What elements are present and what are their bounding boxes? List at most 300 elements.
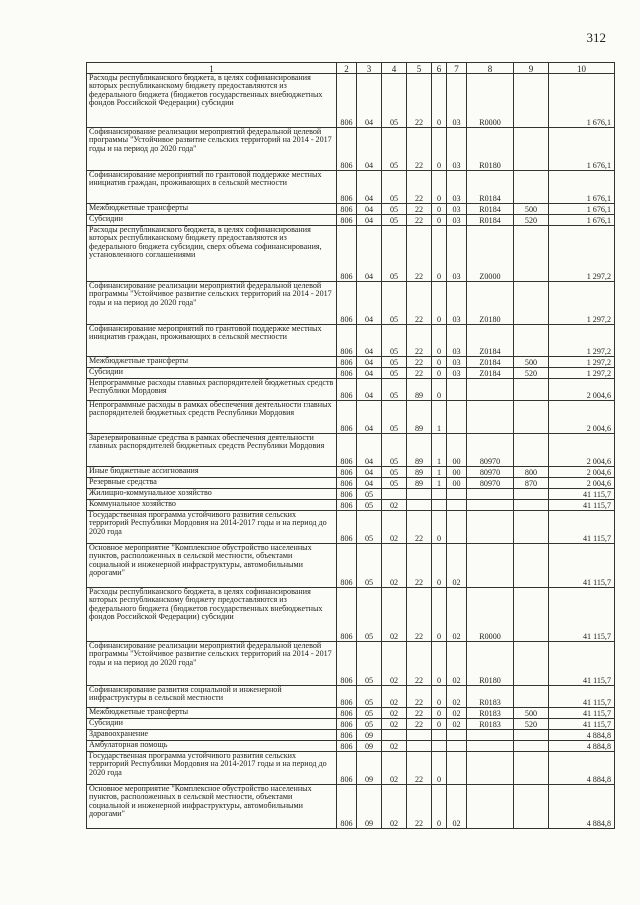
table-header-row bbox=[87, 63, 615, 74]
section-code-cell: 04 bbox=[357, 434, 382, 467]
ministry-code-cell: 806 bbox=[337, 588, 357, 642]
table-row bbox=[87, 588, 615, 642]
ministry-code-cell: 806 bbox=[337, 544, 357, 588]
target-code-cell: 80970 bbox=[467, 467, 514, 478]
section-code-cell: 04 bbox=[357, 226, 382, 282]
table-row bbox=[87, 325, 615, 357]
section-code-cell: 04 bbox=[357, 74, 382, 128]
subsection-code-cell: 05 bbox=[382, 128, 407, 171]
subsection-code-cell: 05 bbox=[382, 74, 407, 128]
target-code-cell: Z0184 bbox=[467, 357, 514, 368]
table-row bbox=[87, 357, 615, 368]
table-row bbox=[87, 686, 615, 708]
amount-cell: 1 297,2 bbox=[549, 357, 615, 368]
expense-name-cell: Основное мероприятие "Комплексное обустройство населенных пунктов, расположенных в сельской местности, объектами социальной и инженерной инфраструктуры, автомобильными дорогами" bbox=[87, 785, 337, 829]
subsection-code-cell: 02 bbox=[382, 719, 407, 730]
column-header: 1 bbox=[87, 63, 337, 74]
expense-type-cell: 520 bbox=[514, 215, 549, 226]
activity-code-cell bbox=[447, 730, 467, 741]
program-code-cell: 22 bbox=[407, 204, 432, 215]
program-code-cell: 89 bbox=[407, 401, 432, 434]
expense-type-cell bbox=[514, 171, 549, 204]
ministry-code-cell: 806 bbox=[337, 368, 357, 379]
expense-type-cell bbox=[514, 401, 549, 434]
expense-name-cell: Расходы республиканского бюджета, в целях софинансирования которых республиканскому бюджету предоставляются из федерального бюджета субсидии, сверх объема софинансирования, установленного соглашениями bbox=[87, 226, 337, 282]
section-code-cell: 04 bbox=[357, 325, 382, 357]
section-code-cell: 04 bbox=[357, 128, 382, 171]
amount-cell: 41 115,7 bbox=[549, 642, 615, 686]
subprogram-code-cell: 0 bbox=[432, 226, 447, 282]
column-header: 4 bbox=[382, 63, 407, 74]
program-code-cell: 22 bbox=[407, 544, 432, 588]
activity-code-cell bbox=[447, 752, 467, 785]
program-code-cell: 22 bbox=[407, 588, 432, 642]
column-header: 3 bbox=[357, 63, 382, 74]
amount-cell: 1 676,1 bbox=[549, 204, 615, 215]
activity-code-cell bbox=[447, 379, 467, 401]
program-code-cell: 89 bbox=[407, 467, 432, 478]
activity-code-cell: 02 bbox=[447, 708, 467, 719]
activity-code-cell: 03 bbox=[447, 128, 467, 171]
subprogram-code-cell: 0 bbox=[432, 368, 447, 379]
expense-name-cell: Расходы республиканского бюджета, в целях софинансирования которых республиканскому бюджету предоставляются из федерального бюджета (бюджетов государственных внебюджетных фондов Российской Федерации) субсидии bbox=[87, 588, 337, 642]
subprogram-code-cell: 0 bbox=[432, 752, 447, 785]
table-row bbox=[87, 74, 615, 128]
program-code-cell: 89 bbox=[407, 379, 432, 401]
table-row bbox=[87, 368, 615, 379]
target-code-cell bbox=[467, 752, 514, 785]
expense-type-cell bbox=[514, 379, 549, 401]
subsection-code-cell: 02 bbox=[382, 785, 407, 829]
amount-cell: 2 004,6 bbox=[549, 434, 615, 467]
subprogram-code-cell: 0 bbox=[432, 215, 447, 226]
subsection-code-cell bbox=[382, 730, 407, 741]
program-code-cell: 22 bbox=[407, 511, 432, 544]
subsection-code-cell: 05 bbox=[382, 478, 407, 489]
amount-cell: 41 115,7 bbox=[549, 686, 615, 708]
column-header: 8 bbox=[467, 63, 514, 74]
ministry-code-cell: 806 bbox=[337, 752, 357, 785]
ministry-code-cell: 806 bbox=[337, 401, 357, 434]
expense-type-cell bbox=[514, 686, 549, 708]
table-row bbox=[87, 489, 615, 500]
activity-code-cell: 03 bbox=[447, 215, 467, 226]
expense-type-cell bbox=[514, 730, 549, 741]
section-code-cell: 04 bbox=[357, 171, 382, 204]
section-code-cell: 05 bbox=[357, 708, 382, 719]
target-code-cell bbox=[467, 785, 514, 829]
ministry-code-cell: 806 bbox=[337, 357, 357, 368]
activity-code-cell: 03 bbox=[447, 325, 467, 357]
subprogram-code-cell: 0 bbox=[432, 379, 447, 401]
activity-code-cell: 03 bbox=[447, 74, 467, 128]
program-code-cell: 89 bbox=[407, 478, 432, 489]
table-row bbox=[87, 379, 615, 401]
subsection-code-cell: 02 bbox=[382, 544, 407, 588]
ministry-code-cell: 806 bbox=[337, 74, 357, 128]
program-code-cell bbox=[407, 741, 432, 752]
expense-name-cell: Субсидии bbox=[87, 719, 337, 730]
expense-name-cell: Государственная программа устойчивого развития сельских территорий Республики Мордовия на 2014-2017 годы и на период до 2020 года bbox=[87, 752, 337, 785]
table-row bbox=[87, 642, 615, 686]
expense-type-cell bbox=[514, 325, 549, 357]
expense-type-cell bbox=[514, 511, 549, 544]
activity-code-cell: 02 bbox=[447, 642, 467, 686]
subsection-code-cell: 05 bbox=[382, 434, 407, 467]
amount-cell: 1 676,1 bbox=[549, 128, 615, 171]
column-header: 6 bbox=[432, 63, 447, 74]
section-code-cell: 04 bbox=[357, 478, 382, 489]
amount-cell: 41 115,7 bbox=[549, 511, 615, 544]
table-row bbox=[87, 282, 615, 325]
activity-code-cell bbox=[447, 500, 467, 511]
program-code-cell: 22 bbox=[407, 357, 432, 368]
activity-code-cell: 03 bbox=[447, 282, 467, 325]
activity-code-cell bbox=[447, 511, 467, 544]
target-code-cell bbox=[467, 741, 514, 752]
expense-type-cell bbox=[514, 434, 549, 467]
program-code-cell: 22 bbox=[407, 642, 432, 686]
table-row bbox=[87, 226, 615, 282]
target-code-cell: Z0184 bbox=[467, 368, 514, 379]
section-code-cell: 09 bbox=[357, 752, 382, 785]
table-row bbox=[87, 128, 615, 171]
expense-type-cell bbox=[514, 544, 549, 588]
section-code-cell: 05 bbox=[357, 686, 382, 708]
section-code-cell: 05 bbox=[357, 719, 382, 730]
activity-code-cell: 00 bbox=[447, 467, 467, 478]
amount-cell: 1 297,2 bbox=[549, 368, 615, 379]
ministry-code-cell: 806 bbox=[337, 204, 357, 215]
target-code-cell: 80970 bbox=[467, 434, 514, 467]
table-row bbox=[87, 511, 615, 544]
subsection-code-cell: 02 bbox=[382, 642, 407, 686]
amount-cell: 1 676,1 bbox=[549, 171, 615, 204]
subprogram-code-cell: 1 bbox=[432, 401, 447, 434]
target-code-cell: R0183 bbox=[467, 719, 514, 730]
ministry-code-cell: 806 bbox=[337, 379, 357, 401]
table-row bbox=[87, 544, 615, 588]
ministry-code-cell: 806 bbox=[337, 215, 357, 226]
amount-cell: 41 115,7 bbox=[549, 719, 615, 730]
subsection-code-cell: 02 bbox=[382, 686, 407, 708]
activity-code-cell: 02 bbox=[447, 544, 467, 588]
section-code-cell: 05 bbox=[357, 500, 382, 511]
amount-cell: 41 115,7 bbox=[549, 500, 615, 511]
table-row bbox=[87, 478, 615, 489]
column-header: 7 bbox=[447, 63, 467, 74]
section-code-cell: 04 bbox=[357, 467, 382, 478]
program-code-cell: 22 bbox=[407, 785, 432, 829]
expense-name-cell: Межбюджетные трансферты bbox=[87, 357, 337, 368]
expense-type-cell: 500 bbox=[514, 357, 549, 368]
column-header: 2 bbox=[337, 63, 357, 74]
target-code-cell bbox=[467, 730, 514, 741]
amount-cell: 41 115,7 bbox=[549, 544, 615, 588]
target-code-cell: R0000 bbox=[467, 74, 514, 128]
subsection-code-cell: 02 bbox=[382, 511, 407, 544]
program-code-cell: 22 bbox=[407, 226, 432, 282]
amount-cell: 2 004,6 bbox=[549, 379, 615, 401]
amount-cell: 2 004,6 bbox=[549, 467, 615, 478]
section-code-cell: 05 bbox=[357, 489, 382, 500]
subprogram-code-cell: 0 bbox=[432, 686, 447, 708]
subsection-code-cell: 05 bbox=[382, 357, 407, 368]
target-code-cell: R0184 bbox=[467, 215, 514, 226]
subprogram-code-cell: 0 bbox=[432, 128, 447, 171]
amount-cell: 2 004,6 bbox=[549, 478, 615, 489]
amount-cell: 2 004,6 bbox=[549, 401, 615, 434]
subsection-code-cell: 05 bbox=[382, 379, 407, 401]
budget-table bbox=[86, 62, 615, 829]
subsection-code-cell: 02 bbox=[382, 500, 407, 511]
ministry-code-cell: 806 bbox=[337, 325, 357, 357]
table-row bbox=[87, 730, 615, 741]
expense-name-cell: Софинансирование мероприятий по грантовой поддержке местных инициатив граждан, проживающих в сельской местности bbox=[87, 171, 337, 204]
expense-name-cell: Софинансирование реализации мероприятий федеральной целевой программы "Устойчивое развитие сельских территорий на 2014 - 2017 годы и на период до 2020 года" bbox=[87, 642, 337, 686]
target-code-cell: R0180 bbox=[467, 642, 514, 686]
target-code-cell bbox=[467, 544, 514, 588]
program-code-cell: 22 bbox=[407, 368, 432, 379]
subprogram-code-cell bbox=[432, 730, 447, 741]
expense-type-cell: 520 bbox=[514, 719, 549, 730]
subsection-code-cell: 05 bbox=[382, 467, 407, 478]
activity-code-cell bbox=[447, 401, 467, 434]
amount-cell: 41 115,7 bbox=[549, 708, 615, 719]
activity-code-cell: 02 bbox=[447, 588, 467, 642]
activity-code-cell: 03 bbox=[447, 368, 467, 379]
subprogram-code-cell: 1 bbox=[432, 478, 447, 489]
expense-name-cell: Государственная программа устойчивого развития сельских территорий Республики Мордовия на 2014-2017 годы и на период до 2020 года bbox=[87, 511, 337, 544]
activity-code-cell bbox=[447, 741, 467, 752]
target-code-cell bbox=[467, 401, 514, 434]
subprogram-code-cell: 0 bbox=[432, 785, 447, 829]
target-code-cell: R0184 bbox=[467, 204, 514, 215]
expense-type-cell: 500 bbox=[514, 204, 549, 215]
section-code-cell: 09 bbox=[357, 785, 382, 829]
section-code-cell: 04 bbox=[357, 368, 382, 379]
page-number: 312 bbox=[586, 30, 606, 45]
amount-cell: 41 115,7 bbox=[549, 588, 615, 642]
subsection-code-cell: 05 bbox=[382, 282, 407, 325]
subprogram-code-cell bbox=[432, 500, 447, 511]
expense-type-cell bbox=[514, 128, 549, 171]
target-code-cell: R0180 bbox=[467, 128, 514, 171]
activity-code-cell: 02 bbox=[447, 686, 467, 708]
subprogram-code-cell: 1 bbox=[432, 434, 447, 467]
expense-type-cell bbox=[514, 500, 549, 511]
target-code-cell: 80970 bbox=[467, 478, 514, 489]
expense-name-cell: Субсидии bbox=[87, 368, 337, 379]
activity-code-cell: 00 bbox=[447, 434, 467, 467]
expense-name-cell: Софинансирование реализации мероприятий федеральной целевой программы "Устойчивое развитие сельских территорий на 2014 - 2017 годы и на период до 2020 года" bbox=[87, 128, 337, 171]
expense-name-cell: Жилищно-коммунальное хозяйство bbox=[87, 489, 337, 500]
subprogram-code-cell bbox=[432, 489, 447, 500]
program-code-cell bbox=[407, 500, 432, 511]
expense-type-cell: 520 bbox=[514, 368, 549, 379]
activity-code-cell: 03 bbox=[447, 204, 467, 215]
table-row bbox=[87, 215, 615, 226]
ministry-code-cell: 806 bbox=[337, 226, 357, 282]
table-row bbox=[87, 752, 615, 785]
target-code-cell: R0000 bbox=[467, 588, 514, 642]
subprogram-code-cell: 0 bbox=[432, 642, 447, 686]
target-code-cell bbox=[467, 489, 514, 500]
subprogram-code-cell: 0 bbox=[432, 204, 447, 215]
expense-name-cell: Софинансирование реализации мероприятий федеральной целевой программы "Устойчивое развитие сельских территорий на 2014 - 2017 годы и на период до 2020 года" bbox=[87, 282, 337, 325]
expense-type-cell bbox=[514, 642, 549, 686]
subprogram-code-cell bbox=[432, 741, 447, 752]
ministry-code-cell: 806 bbox=[337, 511, 357, 544]
expense-name-cell: Непрограммные расходы в рамках обеспечения деятельности главных распорядителей бюджетных средств Республики Мордовия bbox=[87, 401, 337, 434]
subsection-code-cell: 05 bbox=[382, 171, 407, 204]
expense-type-cell bbox=[514, 785, 549, 829]
program-code-cell: 22 bbox=[407, 171, 432, 204]
target-code-cell bbox=[467, 500, 514, 511]
table-row bbox=[87, 708, 615, 719]
amount-cell: 4 884,8 bbox=[549, 752, 615, 785]
activity-code-cell: 03 bbox=[447, 226, 467, 282]
ministry-code-cell: 806 bbox=[337, 730, 357, 741]
amount-cell: 4 884,8 bbox=[549, 741, 615, 752]
subprogram-code-cell: 0 bbox=[432, 511, 447, 544]
subsection-code-cell: 05 bbox=[382, 204, 407, 215]
program-code-cell: 22 bbox=[407, 325, 432, 357]
expense-name-cell: Расходы республиканского бюджета, в целях софинансирования которых республиканскому бюджету предоставляются из федерального бюджета (бюджетов государственных внебюджетных фондов Российской Федерации) субсидии bbox=[87, 74, 337, 128]
amount-cell: 4 884,8 bbox=[549, 785, 615, 829]
expense-name-cell: Софинансирование мероприятий по грантовой поддержке местных инициатив граждан, проживающих в сельской местности bbox=[87, 325, 337, 357]
program-code-cell: 22 bbox=[407, 752, 432, 785]
amount-cell: 1 297,2 bbox=[549, 325, 615, 357]
program-code-cell: 22 bbox=[407, 74, 432, 128]
subsection-code-cell: 05 bbox=[382, 401, 407, 434]
column-header: 5 bbox=[407, 63, 432, 74]
section-code-cell: 04 bbox=[357, 401, 382, 434]
section-code-cell: 04 bbox=[357, 379, 382, 401]
expense-type-cell bbox=[514, 226, 549, 282]
target-code-cell: R0184 bbox=[467, 171, 514, 204]
target-code-cell: Z0000 bbox=[467, 226, 514, 282]
expense-type-cell bbox=[514, 489, 549, 500]
subprogram-code-cell: 0 bbox=[432, 282, 447, 325]
program-code-cell: 22 bbox=[407, 215, 432, 226]
program-code-cell: 22 bbox=[407, 282, 432, 325]
ministry-code-cell: 806 bbox=[337, 128, 357, 171]
expense-type-cell: 800 bbox=[514, 467, 549, 478]
ministry-code-cell: 806 bbox=[337, 686, 357, 708]
expense-type-cell bbox=[514, 282, 549, 325]
amount-cell: 1 297,2 bbox=[549, 282, 615, 325]
amount-cell: 4 884,8 bbox=[549, 730, 615, 741]
section-code-cell: 09 bbox=[357, 730, 382, 741]
table-row bbox=[87, 741, 615, 752]
target-code-cell: R0183 bbox=[467, 686, 514, 708]
expense-name-cell: Непрограммные расходы главных распорядителей бюджетных средств Республики Мордовия bbox=[87, 379, 337, 401]
section-code-cell: 04 bbox=[357, 357, 382, 368]
subprogram-code-cell: 0 bbox=[432, 74, 447, 128]
expense-type-cell bbox=[514, 752, 549, 785]
subsection-code-cell bbox=[382, 489, 407, 500]
subprogram-code-cell: 1 bbox=[432, 467, 447, 478]
program-code-cell: 22 bbox=[407, 686, 432, 708]
section-code-cell: 04 bbox=[357, 282, 382, 325]
table-row bbox=[87, 719, 615, 730]
subsection-code-cell: 05 bbox=[382, 226, 407, 282]
subsection-code-cell: 02 bbox=[382, 708, 407, 719]
column-header: 9 bbox=[514, 63, 549, 74]
activity-code-cell bbox=[447, 489, 467, 500]
section-code-cell: 05 bbox=[357, 642, 382, 686]
ministry-code-cell: 806 bbox=[337, 785, 357, 829]
target-code-cell bbox=[467, 511, 514, 544]
expense-type-cell: 500 bbox=[514, 708, 549, 719]
expense-name-cell: Здравоохранение bbox=[87, 730, 337, 741]
section-code-cell: 05 bbox=[357, 544, 382, 588]
program-code-cell bbox=[407, 730, 432, 741]
target-code-cell: R0183 bbox=[467, 708, 514, 719]
expense-name-cell: Амбулаторная помощь bbox=[87, 741, 337, 752]
subprogram-code-cell: 0 bbox=[432, 588, 447, 642]
target-code-cell bbox=[467, 379, 514, 401]
expense-name-cell: Субсидии bbox=[87, 215, 337, 226]
activity-code-cell: 02 bbox=[447, 785, 467, 829]
ministry-code-cell: 806 bbox=[337, 719, 357, 730]
amount-cell: 1 676,1 bbox=[549, 74, 615, 128]
expense-type-cell bbox=[514, 74, 549, 128]
expense-name-cell: Межбюджетные трансферты bbox=[87, 204, 337, 215]
activity-code-cell: 03 bbox=[447, 357, 467, 368]
table-row bbox=[87, 171, 615, 204]
section-code-cell: 09 bbox=[357, 741, 382, 752]
expense-type-cell: 870 bbox=[514, 478, 549, 489]
subprogram-code-cell: 0 bbox=[432, 544, 447, 588]
target-code-cell: Z0184 bbox=[467, 325, 514, 357]
expense-name-cell: Межбюджетные трансферты bbox=[87, 708, 337, 719]
expense-name-cell: Резервные средства bbox=[87, 478, 337, 489]
amount-cell: 1 297,2 bbox=[549, 226, 615, 282]
program-code-cell: 89 bbox=[407, 434, 432, 467]
amount-cell: 1 676,1 bbox=[549, 215, 615, 226]
expense-type-cell bbox=[514, 588, 549, 642]
table-row bbox=[87, 434, 615, 467]
program-code-cell bbox=[407, 489, 432, 500]
activity-code-cell: 03 bbox=[447, 171, 467, 204]
amount-cell: 41 115,7 bbox=[549, 489, 615, 500]
program-code-cell: 22 bbox=[407, 128, 432, 171]
ministry-code-cell: 806 bbox=[337, 478, 357, 489]
ministry-code-cell: 806 bbox=[337, 708, 357, 719]
expense-name-cell: Софинансирование развития социальной и инженерной инфраструктуры в сельской местности bbox=[87, 686, 337, 708]
activity-code-cell: 00 bbox=[447, 478, 467, 489]
ministry-code-cell: 806 bbox=[337, 171, 357, 204]
program-code-cell: 22 bbox=[407, 719, 432, 730]
target-code-cell: Z0180 bbox=[467, 282, 514, 325]
table-row bbox=[87, 204, 615, 215]
table-row bbox=[87, 785, 615, 829]
subsection-code-cell: 05 bbox=[382, 368, 407, 379]
expense-type-cell bbox=[514, 741, 549, 752]
subsection-code-cell: 05 bbox=[382, 325, 407, 357]
expense-name-cell: Иные бюджетные ассигнования bbox=[87, 467, 337, 478]
column-header: 10 bbox=[549, 63, 615, 74]
expense-name-cell: Коммунальное хозяйство bbox=[87, 500, 337, 511]
subprogram-code-cell: 0 bbox=[432, 325, 447, 357]
ministry-code-cell: 806 bbox=[337, 489, 357, 500]
ministry-code-cell: 806 bbox=[337, 434, 357, 467]
subprogram-code-cell: 0 bbox=[432, 357, 447, 368]
section-code-cell: 04 bbox=[357, 204, 382, 215]
table-row bbox=[87, 401, 615, 434]
